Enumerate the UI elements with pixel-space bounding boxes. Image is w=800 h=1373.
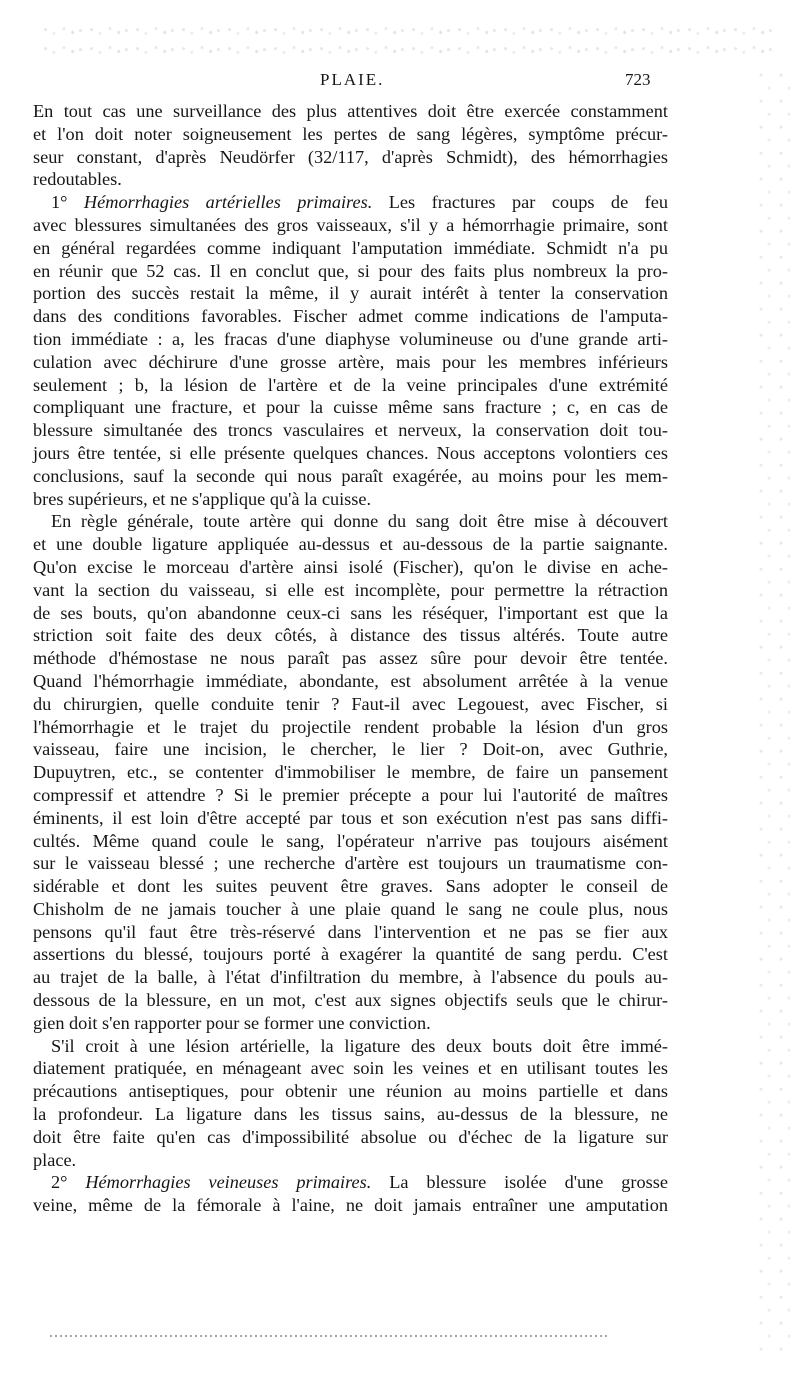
body-text [33,100,668,1217]
text-line: Chisholm de ne jamais toucher à une plaie quand le sang ne coule plus, nous [33,898,668,919]
text-line: Quand l'hémorrhagie immédiate, abondante, est absolument arrêtée à la venue [33,670,668,691]
section-heading: Hémorrhagies artérielles primaires. [83,192,373,213]
section-number: 2° [51,1172,86,1193]
text-line: pensons qu'il faut être très-réservé dans l'intervention et ne pas se fier aux [33,921,668,942]
section-heading-line: 1° Hémorrhagies artérielles primaires. Les fractures par coups de feu [51,192,668,213]
text-line: compressif et attendre ? Si le premier précepte a pour lui l'autorité de maîtres [33,784,668,805]
section-number: 1° [51,192,84,213]
text-line: dessous de la blessure, en un mot, c'est aux signes objectifs seuls que le chirur- [33,990,668,1011]
text-line: Dupuytren, etc., se contenter d'immobiliser le membre, de faire un pansement [33,762,668,783]
text-line: de ses bouts, qu'on abandonne ceux-ci sans les réséquer, l'important est que la [33,602,668,623]
scan-dotted-rule [50,1335,610,1337]
text-line: cultés. Même quand coule le sang, l'opérateur n'arrive pas toujours aisément [33,830,668,851]
running-title: PLAIE. [320,70,385,89]
text-line: veine, même de la fémorale à l'aine, ne doit jamais entraîner une amputation [33,1195,668,1216]
page-number: 723 [625,70,651,89]
text-line: la profondeur. La ligature dans les tissus sains, au-dessus de la blessure, ne [33,1104,668,1125]
text-line: S'il croit à une lésion artérielle, la ligature des deux bouts doit être immé- [51,1035,668,1056]
text-line: l'hémorrhagie et le trajet du projectile rendent probable la lésion d'un gros [33,716,668,737]
text-line: précautions antiseptiques, pour obtenir une réunion au moins partielle et dans [33,1081,668,1102]
text-line: méthode d'hémostase ne nous paraît pas assez sûre pour devoir être tentée. [33,648,668,669]
text-line: vaisseau, faire une incision, le chercher, le lier ? Doit-on, avec Guthrie, [33,739,668,760]
scan-speckle-top [40,22,780,60]
section-heading: Hémorrhagies veineuses primaires. [85,1172,372,1193]
text-line: sidérable et dont les suites peuvent être graves. Sans adopter le conseil de [33,876,668,897]
text-line: sur le vaisseau blessé ; une recherche d'artère est toujours un traumatisme con- [33,853,668,874]
text-line: portion des succès restait la même, il y aurait intérêt à tenter la conservation [33,283,668,304]
text-line: blessure simultanée des troncs vasculaires et nerveux, la conservation doit tou- [33,420,668,441]
text-line: éminents, il est loin d'être accepté par tous et son exécution n'est pas sans diffi- [33,807,668,828]
text-line: seulement ; b, la lésion de l'artère et de la veine principales d'une extrémité [33,374,668,395]
text-line: En règle générale, toute artère qui donne du sang doit être mise à découvert [51,511,668,532]
text-line: redoutables. [33,169,122,190]
text-line: seur constant, d'après Neudörfer (32/117, d'après Schmidt), des hémorrhagies [33,146,668,167]
section-heading-line: 2° Hémorrhagies veineuses primaires. La blessure isolée d'une grosse [51,1172,668,1193]
text-line: jours être tentée, si elle présente quelques chances. Nous acceptons volontiers ces [33,442,668,463]
text-line: dans des conditions favorables. Fischer admet comme indications de l'amputa- [33,306,668,327]
text-line: en réunir que 52 cas. Il en conclut que, si pour des faits plus nombreux la pro- [33,260,668,281]
text-line: striction soit faite des deux côtés, à distance des tissus altérés. Toute autre [33,625,668,646]
text-line: En tout cas une surveillance des plus attentives doit être exercée constamment [33,101,668,121]
text-line: et l'on doit noter soigneusement les pertes de sang légères, symptôme précur- [33,123,668,144]
text-line: Qu'on excise le morceau d'artère ainsi isolé (Fischer), qu'on le divise en ache- [33,556,668,577]
text-line: assertions du blessé, toujours porté à exagérer la quantité de sang perdu. C'est [33,944,668,965]
text-line: conclusions, sauf la seconde qui nous paraît exagérée, au moins pour les mem- [33,465,668,486]
text-line: place. [33,1149,77,1170]
text-line: et une double ligature appliquée au-dessus et au-dessous de la partie saignante. [33,534,668,555]
text-line: compliquant une fracture, et pour la cuisse même sans fracture ; c, en cas de [33,397,668,418]
text-line: du chirurgien, quelle conduite tenir ? Faut-il avec Legouest, avec Fischer, si [33,693,668,714]
text-line: gien doit s'en rapporter pour se former une conviction. [33,1012,431,1033]
text-line: culation avec déchirure d'une grosse artère, mais pour les membres inférieurs [33,351,668,372]
text-line: bres supérieurs, et ne s'applique qu'à la cuisse. [33,488,372,509]
scan-speckle-right-margin [755,70,795,1360]
text-line: en général regardées comme indiquant l'amputation immédiate. Schmidt n'a pu [33,237,668,258]
text-line: doit être faite qu'en cas d'impossibilité absolue ou d'échec de la ligature sur [33,1126,668,1147]
running-head [0,70,800,96]
text-line: vant la section du vaisseau, si elle est incomplète, pour permettre la rétraction [33,579,668,600]
text-line: diatement pratiquée, en ménageant avec soin les veines et en utilisant toutes les [33,1058,668,1079]
text-line: tion immédiate : a, les fracas d'une diaphyse volumineuse ou d'une grande arti- [33,328,668,349]
text-line: avec blessures simultanées des gros vaisseaux, s'il y a hémorrhagie primaire, sont [33,214,668,235]
text-line: au trajet de la balle, à l'état d'infiltration du membre, à l'absence du pouls au- [33,967,668,988]
